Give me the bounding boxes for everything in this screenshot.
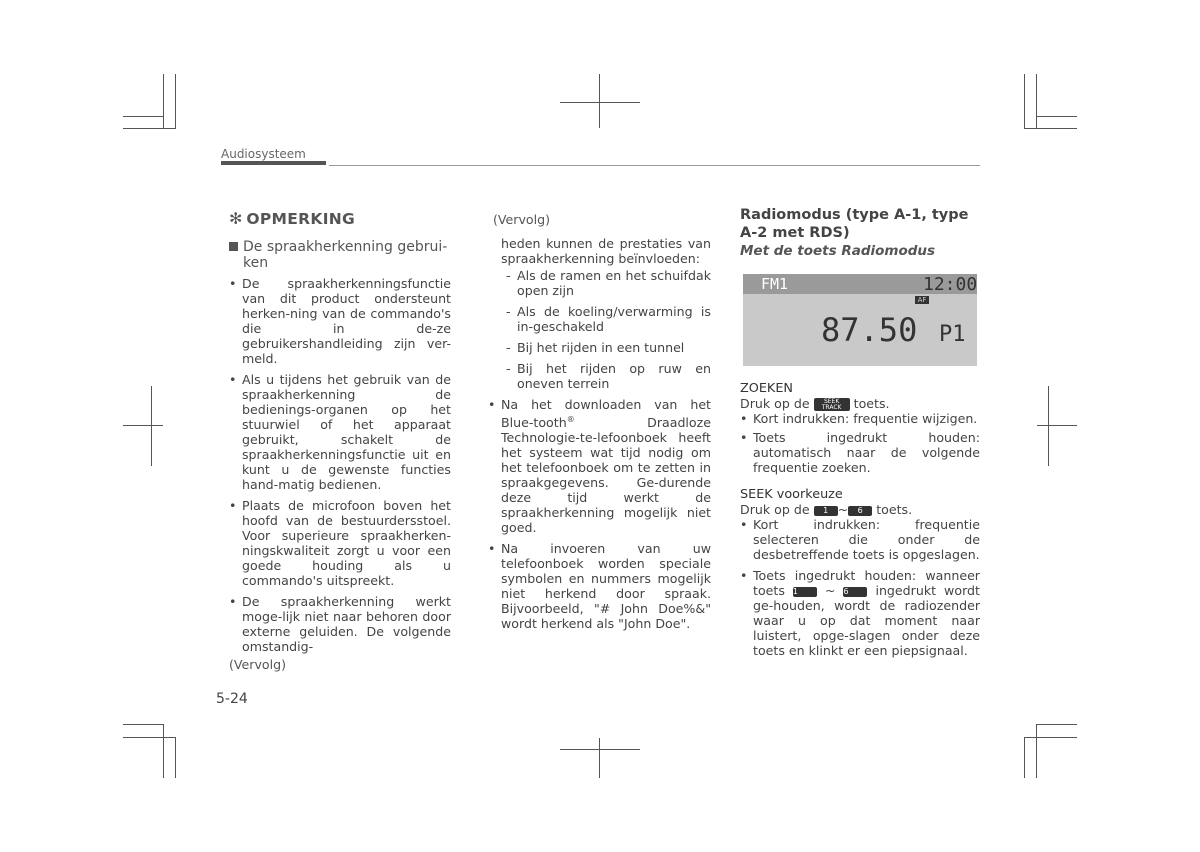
list-item: • Toets ingedrukt houden: automatisch naar de volgende frequentie zoeken. <box>740 430 980 475</box>
seek-press-line: Druk op de 1 ~ 6 toets. <box>740 502 913 517</box>
list-item: • Kort indrukken: frequentie selecteren die onder de desbetreffende toets is opgeslagen. <box>740 517 980 562</box>
list-item: • Na het downloaden van het Blue-tooth® Draadloze Technologie-te-lefoonboek heeft het systeem wat tijd nodig om het telefoonboek om te zetten in spraakgegevens. Ge-durende deze tijd werkt de spraakherkenning mogelijk niet goed. <box>488 397 711 536</box>
sub-heading: De spraakherkenning gebrui-ken <box>229 239 451 271</box>
note-title: OPMERKING <box>246 210 356 228</box>
list-item: - Als de koeling/verwarming is in-geschakeld <box>506 304 711 334</box>
note-heading <box>229 211 451 227</box>
display-preset: P1 <box>939 322 966 347</box>
zoeken-heading: ZOEKEN <box>740 381 793 396</box>
list-item: • Plaats de microfoon boven het hoofd van de bestuurdersstoel. Voor superieure spraakherken-ningskwaliteit zorgt u voor een goede houding als u commando's uitspreekt. <box>229 498 451 588</box>
display-frequency: 87.50 <box>821 311 918 349</box>
column-middle <box>488 212 711 637</box>
list-item: - Bij het rijden op ruw en oneven terrein <box>506 361 711 391</box>
list-item: • De spraakherkenningsfunctie van dit product ondersteunt herken-ning van de commando's die in de-ze gebruikershandleiding zijn ver-meld. <box>229 276 451 366</box>
list-item: • De spraakherkenning werkt moge-lijk niet naar behoren door externe geluiden. De volgende omstandig- <box>229 594 451 654</box>
column-right <box>740 206 980 259</box>
af-indicator: AF <box>915 296 929 304</box>
section-title: Radiomodus (type A-1, type A-2 met RDS) <box>740 207 969 241</box>
section-header: Audiosysteem <box>221 147 306 161</box>
seek-heading: SEEK voorkeuze <box>740 487 843 502</box>
list-item: - Als de ramen en het schuifdak open zijn <box>506 268 711 298</box>
list-item: • Na invoeren van uw telefoonboek worden speciale symbolen en nummers mogelijk niet herkend door spraak. Bijvoorbeeld, "# John Doe%&" wordt herkend als "John Doe". <box>488 541 711 632</box>
list-item: • Toets ingedrukt houden: wanneer toets 1 ~ 6 ingedrukt wordt ge-houden, wordt de radiozender waar u op dat moment naar luistert, opge-slagen onder deze toets en klinkt er een piepsignaal. <box>740 568 980 658</box>
column-left <box>229 211 451 672</box>
preset-key-1: 1 <box>793 587 817 597</box>
intro-text: heden kunnen de prestaties van spraakherkenning beïnvloeden: <box>501 236 711 266</box>
continued-label: (Vervolg) <box>229 657 287 672</box>
preset-key-6: 6 <box>843 587 867 597</box>
radio-instructions <box>740 381 980 664</box>
continued-label-top: (Vervolg) <box>493 212 551 227</box>
preset-key-6: 6 <box>848 506 872 516</box>
display-band: FM1 <box>761 275 789 293</box>
square-bullet-icon <box>229 242 238 251</box>
header-rule-thin <box>329 165 980 166</box>
radio-display <box>743 274 977 366</box>
zoeken-press-line: Druk op de SEEK TRACK toets. <box>740 396 890 411</box>
page-number: 5-24 <box>216 691 248 707</box>
section-subtitle: Met de toets Radiomodus <box>740 243 936 259</box>
list-item: - Bij het rijden in een tunnel <box>506 340 685 355</box>
preset-key-1: 1 <box>814 506 838 516</box>
list-item: • Kort indrukken: frequentie wijzigen. <box>740 411 978 426</box>
snowflake-asterisk-icon: ✻ <box>229 209 243 228</box>
seek-track-key: SEEK TRACK <box>814 398 850 411</box>
display-time: 12:00 <box>923 274 978 295</box>
header-rule-thick <box>221 161 326 165</box>
list-item: • Als u tijdens het gebruik van de spraakherkenning de bedienings-organen op het stuurwiel of het apparaat gebruikt, schakelt de spraakherkenningsfunctie uit en kunt u de gewenste functies hand-matig bedienen. <box>229 372 451 492</box>
